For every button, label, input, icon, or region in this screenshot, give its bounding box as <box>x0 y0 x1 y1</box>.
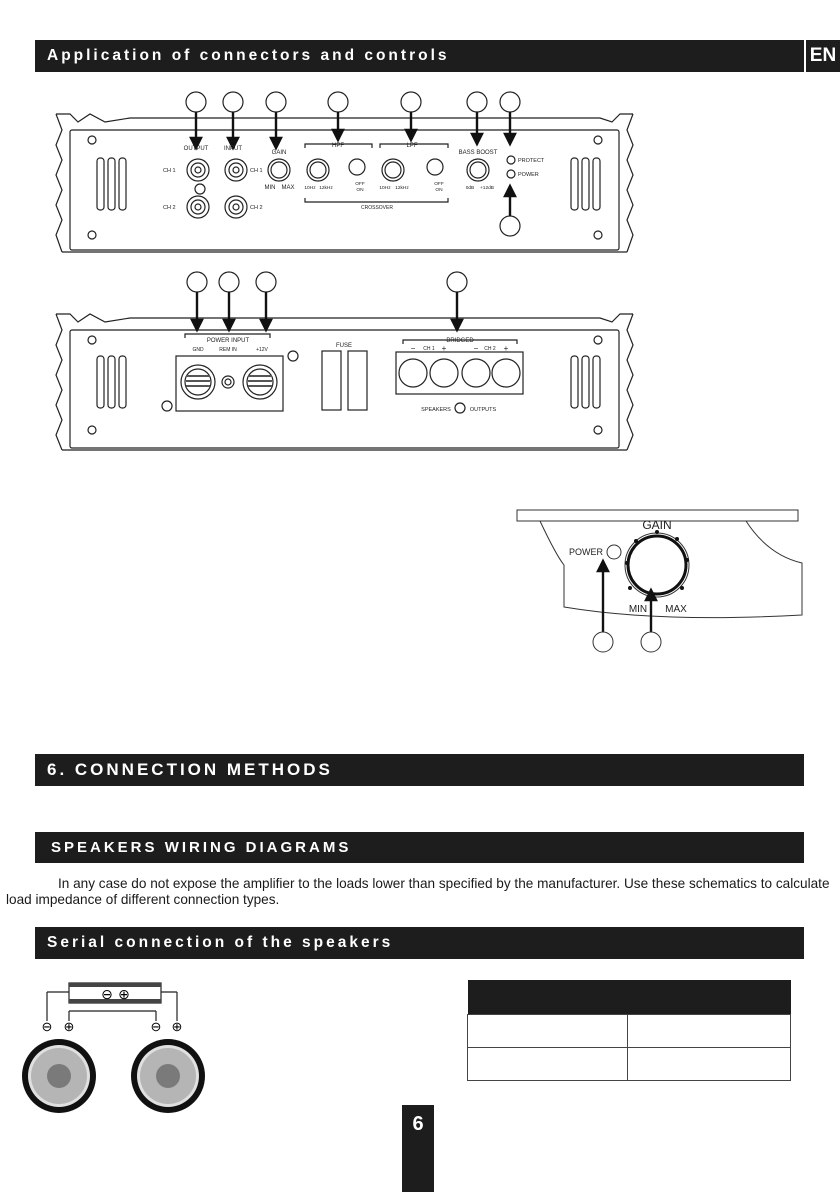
hpf-freq-high: 12kHz <box>319 186 333 191</box>
bass-boost-label: BASS BOOST <box>458 150 498 156</box>
wiring-diagrams-bar <box>35 832 804 863</box>
speaker1-minus-symbol: ⊖ <box>41 1019 53 1034</box>
fuse-label: FUSE <box>335 343 353 349</box>
bass-min-label: 0dB <box>465 186 475 191</box>
section-title: Application of connectors and controls <box>47 47 450 64</box>
v12-label: +12V <box>256 347 268 353</box>
serial-connection-title: Serial connection of the speakers <box>47 934 394 951</box>
crossover-label: CROSSOVER <box>361 205 393 211</box>
protect-label: PROTECT <box>518 158 545 164</box>
detail-gain-label: GAIN <box>642 518 672 532</box>
gain-min-label: MIN <box>264 185 276 191</box>
bridged-label: BRIDGED <box>446 338 474 344</box>
language-badge: EN <box>806 40 840 72</box>
speaker1-plus-symbol: ⊕ <box>63 1019 75 1034</box>
speakers-label: SPEAKERS <box>421 407 451 413</box>
detail-max-label: MAX <box>665 604 687 615</box>
serial-connection-bar <box>35 927 804 959</box>
page-number: 6 <box>402 1105 434 1192</box>
wiring-diagrams-title: SPEAKERS WIRING DIAGRAMS <box>51 839 352 856</box>
hpf-on-label: ON <box>356 188 364 193</box>
detail-power-label: POWER <box>568 547 603 557</box>
table-header-cell <box>468 980 628 1015</box>
table-cell <box>468 1015 628 1048</box>
serial-wiring-diagram <box>14 975 224 1113</box>
speaker-right <box>131 1039 205 1113</box>
lpf-freq-high: 12kHz <box>395 186 409 191</box>
table-row <box>468 1015 791 1048</box>
input-label: INPUT <box>224 146 242 152</box>
battery-minus-symbol: ⊖ <box>101 986 113 1002</box>
table-cell <box>628 1015 791 1048</box>
amplifier-front-panel-diagram <box>0 0 840 470</box>
load-impedance-table <box>467 980 791 1081</box>
ch2-minus: − <box>473 344 479 353</box>
gain-max-label: MAX <box>281 185 295 191</box>
connection-methods-title: 6. CONNECTION METHODS <box>47 760 333 779</box>
ch2-right-label: CH 2 <box>250 205 263 211</box>
ch2-left-label: CH 2 <box>163 205 176 211</box>
rem-in-label: REM IN <box>219 347 237 353</box>
table-header-cell <box>628 980 791 1015</box>
lpf-on-label: ON <box>435 188 443 193</box>
lpf-freq-low: 10Hz <box>379 186 391 191</box>
lpf-off-label: OFF <box>434 182 444 187</box>
table-cell <box>628 1048 791 1081</box>
lpf-label: LPF <box>406 143 418 149</box>
table-cell <box>468 1048 628 1081</box>
table-header-row <box>468 980 791 1015</box>
hpf-off-label: OFF <box>355 182 365 187</box>
output-label: OUTPUT <box>183 146 209 152</box>
gain-label: GAIN <box>271 150 287 156</box>
power-input-label: POWER INPUT <box>206 338 250 344</box>
ch1-left-label: CH 1 <box>163 168 176 174</box>
connection-methods-bar <box>35 754 804 786</box>
wiring-paragraph: In any case do not expose the amplifier to the loads lower than specified by the manufacturer. Use these schematics to calculate load impedance of different connection types. <box>6 876 830 907</box>
outputs-label: OUTPUTS <box>469 407 497 413</box>
hpf-label: HPF <box>332 143 344 149</box>
ch2-label: CH 2 <box>484 346 496 352</box>
gnd-label: GND <box>192 347 204 353</box>
gain-power-detail-diagram <box>510 505 810 665</box>
ch1-minus: − <box>410 344 416 353</box>
bass-max-label: +12dB <box>479 186 495 191</box>
ch1-plus: + <box>441 344 447 353</box>
ch2-plus: + <box>503 344 509 353</box>
speaker-left <box>22 1039 96 1113</box>
ch1-right-label: CH 1 <box>250 168 263 174</box>
speaker2-minus-symbol: ⊖ <box>150 1019 162 1034</box>
speaker2-plus-symbol: ⊕ <box>171 1019 183 1034</box>
power-led-label: POWER <box>518 172 539 178</box>
table-row <box>468 1048 791 1081</box>
ch1-label: CH 1 <box>423 346 435 352</box>
battery-plus-symbol: ⊕ <box>118 986 130 1002</box>
detail-min-label: MIN <box>628 604 648 615</box>
hpf-freq-low: 10Hz <box>304 186 316 191</box>
